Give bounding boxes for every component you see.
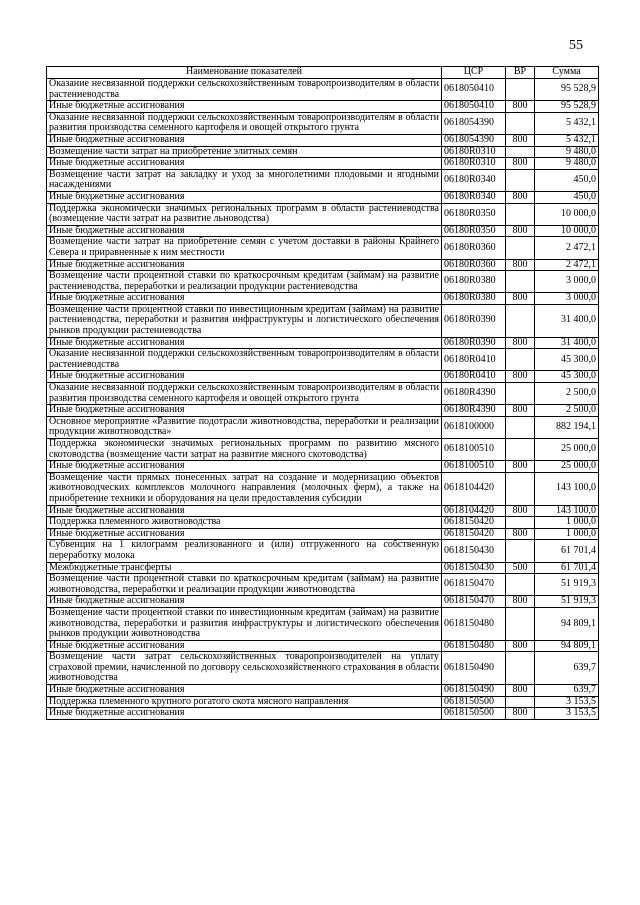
- cell-sum: 51 919,3: [535, 596, 599, 608]
- header-code: ЦСР: [442, 67, 506, 79]
- cell-vr: 800: [506, 528, 535, 540]
- cell-name: Поддержка экономически значимых региональных программ в области растениеводства (возмещение части затрат на развитие льноводства): [47, 203, 442, 225]
- cell-name: Иные бюджетные ассигнования: [47, 101, 442, 113]
- cell-vr: [506, 349, 535, 371]
- table-row: [47, 574, 599, 596]
- cell-code: 0618150420: [442, 528, 506, 540]
- cell-vr: 800: [506, 337, 535, 349]
- table-row: [47, 304, 599, 337]
- cell-vr: 800: [506, 293, 535, 305]
- cell-sum: 2 500,0: [535, 405, 599, 417]
- cell-sum: 25 000,0: [535, 461, 599, 473]
- cell-code: 0618054390: [442, 134, 506, 146]
- cell-sum: 9 480,0: [535, 158, 599, 170]
- cell-sum: 3 000,0: [535, 293, 599, 305]
- table-row: [47, 685, 599, 697]
- table-row: [47, 652, 599, 685]
- cell-sum: 45 300,0: [535, 371, 599, 383]
- table-row: [47, 383, 599, 405]
- cell-vr: 800: [506, 596, 535, 608]
- cell-vr: 800: [506, 685, 535, 697]
- cell-sum: 2 472,1: [535, 259, 599, 271]
- cell-name: Иные бюджетные ассигнования: [47, 596, 442, 608]
- table-row: [47, 191, 599, 203]
- cell-name: Иные бюджетные ассигнования: [47, 158, 442, 170]
- cell-vr: 800: [506, 259, 535, 271]
- table-row: [47, 237, 599, 259]
- cell-sum: 95 528,9: [535, 79, 599, 101]
- cell-code: 0618150470: [442, 596, 506, 608]
- cell-vr: 800: [506, 134, 535, 146]
- cell-vr: [506, 304, 535, 337]
- cell-name: Иные бюджетные ассигнования: [47, 259, 442, 271]
- cell-sum: 639,7: [535, 685, 599, 697]
- cell-sum: 450,0: [535, 169, 599, 191]
- cell-vr: 800: [506, 101, 535, 113]
- cell-code: 06180R0350: [442, 203, 506, 225]
- cell-vr: 800: [506, 225, 535, 237]
- header-vr: ВР: [506, 67, 535, 79]
- cell-code: 0618150430: [442, 562, 506, 574]
- cell-sum: 3 000,0: [535, 271, 599, 293]
- cell-vr: [506, 203, 535, 225]
- cell-sum: 5 432,1: [535, 112, 599, 134]
- cell-code: 06180R0360: [442, 237, 506, 259]
- cell-code: 06180R0310: [442, 146, 506, 158]
- cell-code: 0618150470: [442, 574, 506, 596]
- cell-code: 0618054390: [442, 112, 506, 134]
- table-row: [47, 461, 599, 473]
- table-row: [47, 371, 599, 383]
- cell-code: 0618150480: [442, 640, 506, 652]
- cell-code: 06180R0410: [442, 371, 506, 383]
- table-row: [47, 416, 599, 438]
- cell-code: 0618100510: [442, 461, 506, 473]
- cell-code: 0618104420: [442, 472, 506, 505]
- table-row: [47, 259, 599, 271]
- cell-sum: 31 400,0: [535, 304, 599, 337]
- cell-name: Субвенция на 1 килограмм реализованного и (или) отгруженного на собственную переработку молока: [47, 540, 442, 562]
- cell-name: Возмещение части процентной ставки по инвестиционным кредитам (займам) на развитие растениеводства, переработки и развития инфраструктуры и логистического обеспечения рынков продукции растениеводства: [47, 304, 442, 337]
- cell-vr: [506, 271, 535, 293]
- cell-code: 06180R0390: [442, 337, 506, 349]
- table-row: [47, 134, 599, 146]
- cell-vr: [506, 472, 535, 505]
- cell-vr: 800: [506, 405, 535, 417]
- cell-vr: [506, 607, 535, 640]
- table-body: [47, 79, 599, 720]
- cell-code: 06180R0380: [442, 293, 506, 305]
- cell-code: 0618100000: [442, 416, 506, 438]
- cell-code: 0618150490: [442, 652, 506, 685]
- cell-vr: [506, 439, 535, 461]
- cell-name: Возмещение части затрат на приобретение семян с учетом доставки в районы Крайнего Севера и приравненные к ним местности: [47, 237, 442, 259]
- cell-name: Иные бюджетные ассигнования: [47, 134, 442, 146]
- table-row: [47, 596, 599, 608]
- table-row: [47, 696, 599, 708]
- table-row: [47, 472, 599, 505]
- cell-name: Поддержка племенного животноводства: [47, 517, 442, 529]
- cell-code: 0618050410: [442, 101, 506, 113]
- page-number: 55: [569, 38, 583, 53]
- cell-sum: 94 809,1: [535, 640, 599, 652]
- cell-name: Иные бюджетные ассигнования: [47, 708, 442, 720]
- table-row: [47, 293, 599, 305]
- cell-code: 06180R0340: [442, 191, 506, 203]
- table-row: [47, 505, 599, 517]
- header-name: Наименование показателей: [47, 67, 442, 79]
- cell-vr: [506, 416, 535, 438]
- cell-vr: 800: [506, 371, 535, 383]
- cell-name: Иные бюджетные ассигнования: [47, 371, 442, 383]
- table-row: [47, 562, 599, 574]
- cell-code: 06180R4390: [442, 383, 506, 405]
- header-sum: Сумма: [535, 67, 599, 79]
- table-row: [47, 640, 599, 652]
- cell-name: Оказание несвязанной поддержки сельскохозяйственным товаропроизводителям в области растениеводства: [47, 349, 442, 371]
- table-row: [47, 146, 599, 158]
- cell-name: Возмещение части затрат на приобретение элитных семян: [47, 146, 442, 158]
- cell-code: 0618104420: [442, 505, 506, 517]
- cell-vr: [506, 237, 535, 259]
- cell-name: Иные бюджетные ассигнования: [47, 640, 442, 652]
- cell-sum: 3 153,5: [535, 708, 599, 720]
- cell-code: 06180R0390: [442, 304, 506, 337]
- cell-sum: 2 500,0: [535, 383, 599, 405]
- cell-code: 06180R0410: [442, 349, 506, 371]
- cell-name: Иные бюджетные ассигнования: [47, 505, 442, 517]
- cell-code: 06180R4390: [442, 405, 506, 417]
- cell-name: Поддержка экономически значимых региональных программ по развитию мясного скотоводства (возмещение части затрат на развитие мясного скотоводства): [47, 439, 442, 461]
- cell-code: 0618150430: [442, 540, 506, 562]
- cell-sum: 1 000,0: [535, 517, 599, 529]
- cell-sum: 3 153,5: [535, 696, 599, 708]
- cell-vr: 800: [506, 158, 535, 170]
- cell-sum: 9 480,0: [535, 146, 599, 158]
- cell-name: Иные бюджетные ассигнования: [47, 293, 442, 305]
- cell-name: Возмещение части затрат на закладку и уход за многолетними плодовыми и ягодными насаждениями: [47, 169, 442, 191]
- cell-name: Иные бюджетные ассигнования: [47, 528, 442, 540]
- cell-sum: 10 000,0: [535, 203, 599, 225]
- cell-code: 06180R0310: [442, 158, 506, 170]
- cell-sum: 51 919,3: [535, 574, 599, 596]
- cell-sum: 143 100,0: [535, 505, 599, 517]
- cell-code: 0618100510: [442, 439, 506, 461]
- cell-sum: 639,7: [535, 652, 599, 685]
- cell-vr: 800: [506, 191, 535, 203]
- cell-code: 06180R0350: [442, 225, 506, 237]
- cell-sum: 5 432,1: [535, 134, 599, 146]
- cell-code: 0618150500: [442, 708, 506, 720]
- table-row: [47, 540, 599, 562]
- cell-code: 0618150490: [442, 685, 506, 697]
- table-row: [47, 439, 599, 461]
- table-row: [47, 607, 599, 640]
- cell-name: Возмещение части прямых понесенных затрат на создание и модернизацию объектов животноводческих комплексов молочного направления (молочных ферм), а также на приобретение техники и оборудования на цели предоставления субсидии: [47, 472, 442, 505]
- cell-vr: [506, 652, 535, 685]
- cell-name: Возмещение части процентной ставки по краткосрочным кредитам (займам) на развитие растениеводства, переработки и реализации продукции растениеводства: [47, 271, 442, 293]
- cell-vr: 800: [506, 505, 535, 517]
- cell-sum: 2 472,1: [535, 237, 599, 259]
- cell-vr: [506, 169, 535, 191]
- cell-sum: 95 528,9: [535, 101, 599, 113]
- cell-vr: 800: [506, 640, 535, 652]
- cell-name: Иные бюджетные ассигнования: [47, 461, 442, 473]
- cell-vr: [506, 540, 535, 562]
- cell-vr: [506, 79, 535, 101]
- cell-name: Возмещение части затрат сельскохозяйственных товаропроизводителей на уплату страховой премии, начисленной по договору сельскохозяйственного страхования в области животноводства: [47, 652, 442, 685]
- cell-vr: [506, 696, 535, 708]
- cell-vr: 500: [506, 562, 535, 574]
- cell-code: 0618150500: [442, 696, 506, 708]
- table-row: [47, 349, 599, 371]
- cell-code: 06180R0340: [442, 169, 506, 191]
- cell-vr: [506, 383, 535, 405]
- cell-sum: 31 400,0: [535, 337, 599, 349]
- cell-vr: 800: [506, 461, 535, 473]
- cell-name: Иные бюджетные ассигнования: [47, 405, 442, 417]
- cell-name: Межбюджетные трансферты: [47, 562, 442, 574]
- cell-sum: 61 701,4: [535, 540, 599, 562]
- cell-sum: 94 809,1: [535, 607, 599, 640]
- table-row: [47, 101, 599, 113]
- budget-table: [46, 66, 599, 720]
- cell-code: 0618150480: [442, 607, 506, 640]
- cell-vr: 800: [506, 708, 535, 720]
- cell-sum: 143 100,0: [535, 472, 599, 505]
- cell-name: Основное мероприятие «Развитие подотрасли животноводства, переработки и реализации продукции животноводства»: [47, 416, 442, 438]
- cell-sum: 45 300,0: [535, 349, 599, 371]
- cell-name: Возмещение части процентной ставки по краткосрочным кредитам (займам) на развитие животноводства, переработки и реализации продукции животноводства: [47, 574, 442, 596]
- cell-code: 0618150420: [442, 517, 506, 529]
- cell-name: Оказание несвязанной поддержки сельскохозяйственным товаропроизводителям в области развития производства семенного картофеля и овощей открытого грунта: [47, 112, 442, 134]
- table-row: [47, 528, 599, 540]
- cell-sum: 61 701,4: [535, 562, 599, 574]
- table-row: [47, 203, 599, 225]
- cell-name: Иные бюджетные ассигнования: [47, 337, 442, 349]
- table-row: [47, 112, 599, 134]
- cell-name: Возмещение части процентной ставки по инвестиционным кредитам (займам) на развитие животноводства, переработки и развития инфраструктуры и логистического обеспечения рынков продукции животноводства: [47, 607, 442, 640]
- cell-vr: [506, 146, 535, 158]
- cell-name: Иные бюджетные ассигнования: [47, 685, 442, 697]
- cell-sum: 10 000,0: [535, 225, 599, 237]
- table-row: [47, 169, 599, 191]
- table-row: [47, 337, 599, 349]
- cell-code: 06180R0360: [442, 259, 506, 271]
- cell-name: Оказание несвязанной поддержки сельскохозяйственным товаропроизводителям в области развития производства семенного картофеля и овощей открытого грунта: [47, 383, 442, 405]
- cell-name: Поддержка племенного крупного рогатого скота мясного направления: [47, 696, 442, 708]
- cell-sum: 450,0: [535, 191, 599, 203]
- cell-sum: 25 000,0: [535, 439, 599, 461]
- cell-code: 06180R0380: [442, 271, 506, 293]
- cell-vr: [506, 574, 535, 596]
- table-header-row: [47, 67, 599, 79]
- table-row: [47, 517, 599, 529]
- cell-name: Иные бюджетные ассигнования: [47, 225, 442, 237]
- table-row: [47, 708, 599, 720]
- cell-name: Оказание несвязанной поддержки сельскохозяйственным товаропроизводителям в области растениеводства: [47, 79, 442, 101]
- cell-vr: [506, 517, 535, 529]
- table-row: [47, 405, 599, 417]
- table-row: [47, 158, 599, 170]
- table-row: [47, 271, 599, 293]
- cell-code: 0618050410: [442, 79, 506, 101]
- cell-name: Иные бюджетные ассигнования: [47, 191, 442, 203]
- cell-sum: 882 194,1: [535, 416, 599, 438]
- cell-vr: [506, 112, 535, 134]
- table-row: [47, 79, 599, 101]
- cell-sum: 1 000,0: [535, 528, 599, 540]
- table-row: [47, 225, 599, 237]
